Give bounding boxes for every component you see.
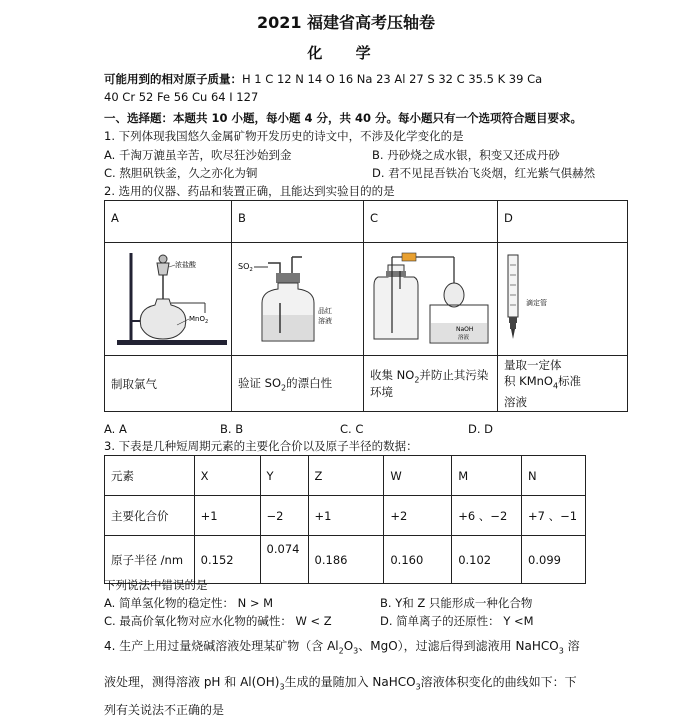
row-label-valence: 主要化合价 — [105, 496, 195, 536]
label-solution-c: 溶液 — [458, 335, 470, 341]
section-heading: 一、选择题：本题共 10 小题，每小题 4 分，共 40 分。每小题只有一个选项符合题目要求。 — [104, 111, 583, 125]
label-mno2: MnO$_2$ — [189, 315, 209, 325]
page-title: 2021 福建省高考压轴卷 — [256, 13, 436, 32]
q4-line2: 液处理，测得溶液 pH 和 $Al(OH)_3$生成的量随加入 NaHCO$_3$溶液体积变化的曲线如下：下 — [104, 675, 577, 692]
valence-x: +1 — [194, 496, 260, 536]
radius-y: 0.074 — [260, 536, 308, 584]
q4-line1: 4. 生产上用过量烧碱溶液处理某矿物（含 $Al_2O_3$、MgO），过滤后得到滤液用 NaHCO$_3$ 溶 — [104, 639, 580, 656]
q2-header-c: C — [364, 201, 498, 243]
element-n: N — [522, 456, 586, 496]
q1-option-b: B. 丹砂烧之成水银，积变又还成丹砂 — [372, 148, 560, 162]
q1-option-d: D. 君不见昆吾铁冶飞炎烟，红光紫气俱赫然 — [372, 166, 596, 180]
q2-desc-d: 量取一定体 积 KMnO$_4$标准 溶液 — [498, 356, 628, 412]
row-label-radius: 原子半径 /nm — [105, 536, 195, 584]
radius-z: 0.186 — [308, 536, 384, 584]
q2-header-b: B — [232, 201, 364, 243]
label-solution-b: 溶液 — [318, 317, 332, 325]
q3-prompt: 下列说法中错误的是 — [104, 578, 208, 592]
element-y: Y — [260, 456, 308, 496]
element-m: M — [452, 456, 522, 496]
valence-y: −2 — [260, 496, 308, 536]
label-conc-hcl: 浓盐酸 — [175, 261, 196, 269]
burette-figure — [498, 243, 627, 355]
q1-stem: 1. 下列体现我国悠久金属矿物开发历史的诗文中，不涉及化学变化的是 — [104, 129, 464, 143]
label-so2: $SO_2$ — [238, 262, 253, 273]
valence-m: +6 、−2 — [452, 496, 522, 536]
label-burette: 滴定管 — [526, 299, 547, 307]
so2-bottle-figure — [232, 243, 363, 355]
radius-w: 0.160 — [384, 536, 452, 584]
atomic-mass-values1: H 1 C 12 N 14 O 16 Na 23 Al 27 S 32 C 35.5 K 39 Ca — [242, 72, 543, 86]
q2-image-a — [105, 243, 232, 356]
q2-image-b — [232, 243, 364, 356]
q3-element-table — [104, 455, 586, 584]
label-pinhong: 品红 — [318, 307, 332, 315]
q2-choice-b: B. B — [220, 422, 244, 436]
radius-m: 0.102 — [452, 536, 522, 584]
radius-n: 0.099 — [522, 536, 586, 584]
element-w: W — [384, 456, 452, 496]
q2-choice-a: A. A — [104, 422, 127, 436]
q2-stem: 2. 选用的仪器、药品和装置正确，且能达到实验目的的是 — [104, 184, 395, 198]
q3-option-c: C. 最高价氧化物对应水化物的碱性： W < Z — [104, 614, 332, 628]
q2-apparatus-table — [104, 200, 628, 412]
element-z: Z — [308, 456, 384, 496]
q2-choice-d: D. D — [468, 422, 494, 436]
q2-image-c — [364, 243, 498, 356]
atomic-mass-label: 可能用到的相对原子质量： — [104, 72, 242, 86]
no2-collection-figure — [364, 243, 497, 355]
element-x: X — [194, 456, 260, 496]
q4-line3: 列有关说法不正确的是 — [104, 703, 225, 717]
q2-header-a: A — [105, 201, 232, 243]
row-label-element: 元素 — [105, 456, 195, 496]
radius-x: 0.152 — [194, 536, 260, 584]
chlorine-apparatus-figure — [105, 243, 231, 355]
label-naoh: NaOH — [456, 326, 474, 333]
q3-option-b: B. Y和 Z 只能形成一种化合物 — [380, 596, 533, 610]
q2-header-d: D — [498, 201, 628, 243]
q2-choice-c: C. C — [340, 422, 364, 436]
q1-option-a: A. 千淘万漉虽辛苦，吹尽狂沙始到金 — [104, 148, 292, 162]
q3-option-d: D. 简单离子的还原性： Y <M — [380, 614, 534, 628]
q3-stem: 3. 下表是几种短周期元素的主要化合价以及原子半径的数据： — [104, 439, 418, 453]
atomic-mass-line1 — [104, 71, 542, 87]
valence-n: +7 、−1 — [522, 496, 586, 536]
valence-z: +1 — [308, 496, 384, 536]
q2-desc-a: 制取氯气 — [105, 356, 232, 412]
q2-image-d — [498, 243, 628, 356]
q2-desc-c: 收集 $NO_2$并防止其污染 环境 — [364, 356, 498, 412]
valence-w: +2 — [384, 496, 452, 536]
q2-desc-b: 验证 $SO_2$的漂白性 — [232, 356, 364, 412]
q3-option-a: A. 简单氢化物的稳定性： N > M — [104, 596, 274, 610]
atomic-mass-values2: 40 Cr 52 Fe 56 Cu 64 I 127 — [104, 90, 259, 104]
subject-title: 化 学 — [307, 44, 385, 62]
q1-option-c: C. 熬胆矾铁釜，久之亦化为铜 — [104, 166, 258, 180]
